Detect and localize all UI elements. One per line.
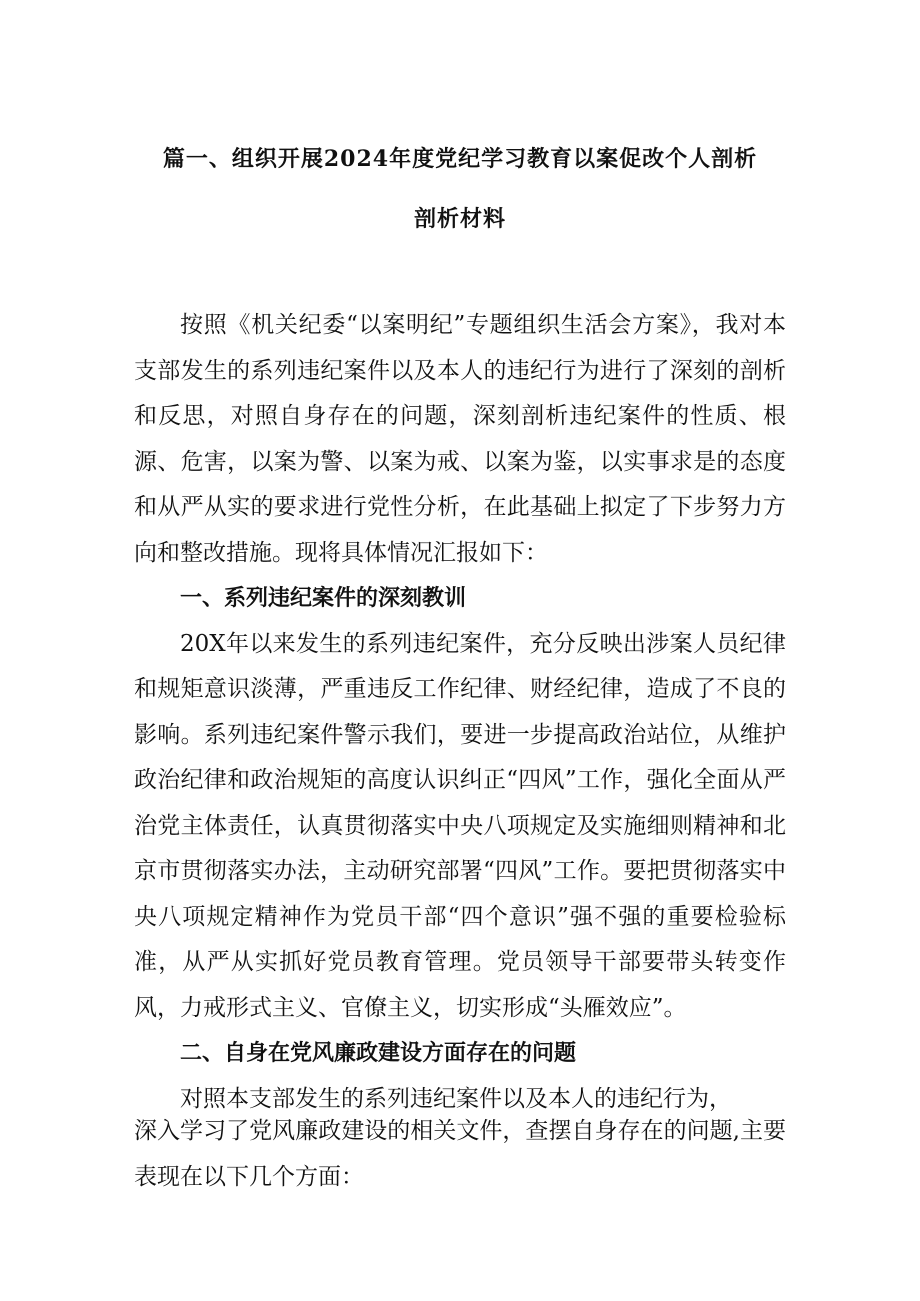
section-1-heading: 一、系列违纪案件的深刻教训 xyxy=(180,586,467,611)
document-body xyxy=(134,303,786,1122)
section-1-paragraph: 20X年以来发生的系列违纪案件，充分反映出涉案人员纪律和规矩意识淡薄，严重违反工作纪律、财经纪律，造成了不良的影响。系列违纪案件警示我们，要进一步提高政治站位，从维护政治纪律和政治规矩的高度认识纠正“四风”工作，强化全面从严治党主体责任，认真贯彻落实中央八项规定及实施细则精神和北京市贯彻落实办法，主动研究部署“四风”工作。要把贯彻落实中央八项规定精神作为党员干部“四个意识”强不强的重要检验标准，从严从实抓好党员教育管理。党员领导干部要带头转变作风，力戒形式主义、官僚主义，切实形成“头雁效应”。 xyxy=(134,630,786,1021)
intro-paragraph: 按照《机关纪委“以案明纪”专题组织生活会方案》，我对本支部发生的系列违纪案件以及本人的违纪行为进行了深刻的剖析和反思，对照自身存在的问题，深刻剖析违纪案件的性质、根源、危害，以案为警、以案为戒、以案为鉴，以实事求是的态度和从严从实的要求进行党性分析，在此基础上拟定了下步努力方向和整改措施。现将具体情况汇报如下： xyxy=(134,312,786,566)
document-title-line-2: 剖析材料 xyxy=(413,206,506,232)
section-2-paragraph-continued: 深入学习了党风廉政建设的相关文件，查摆自身存在的问题,主要表现在以下几个方面： xyxy=(134,1118,786,1190)
section-2-heading: 二、自身在党风廉政建设方面存在的问题 xyxy=(180,1041,577,1066)
document-body-continued xyxy=(134,1109,786,1200)
section-2-paragraph: 对照本支部发生的系列违纪案件以及本人的违纪行为， xyxy=(180,1085,732,1112)
document-title-line-1: 篇一、组织开展2024年度党纪学习教育以案促改个人剖析 xyxy=(162,146,758,172)
